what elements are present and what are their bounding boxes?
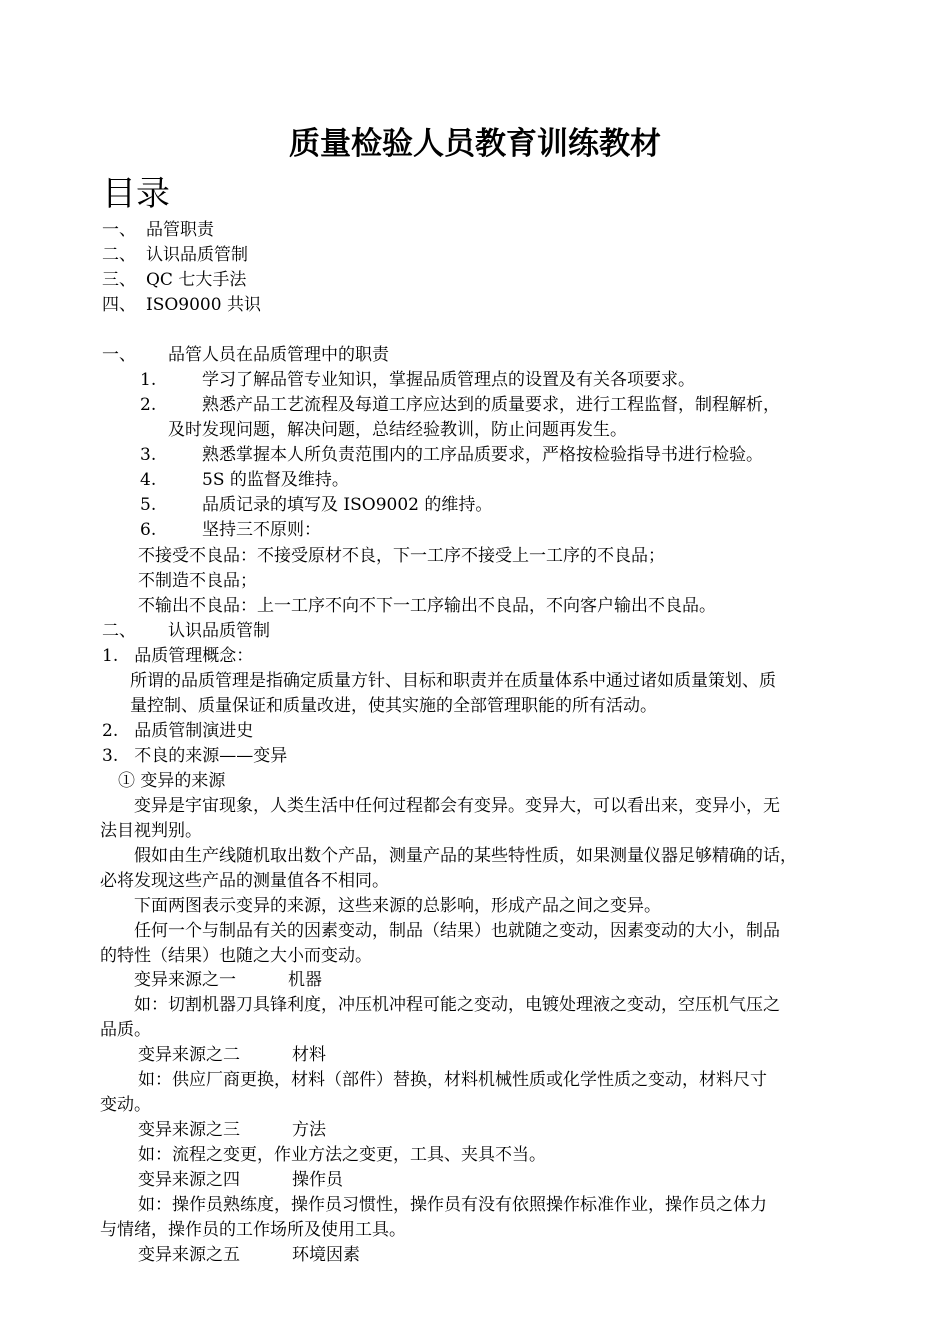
- subsection-title: 品质管制演进史: [134, 721, 254, 741]
- variation-source-label: 变异来源之二: [138, 1045, 240, 1065]
- list-item-number: 4.: [140, 470, 157, 490]
- paragraph-line: 所谓的品质管理是指确定质量方针、目标和职责并在质量体系中通过诸如质量策划、质: [130, 671, 776, 691]
- list-item-number: 6.: [140, 520, 157, 540]
- document-title: 质量检验人员教育训练教材: [289, 126, 661, 162]
- toc-item: [102, 218, 214, 242]
- toc-item-label: 认识品质管制: [146, 245, 248, 265]
- paragraph-line: 品质。: [100, 1020, 151, 1040]
- variation-source-name: 方法: [292, 1120, 326, 1140]
- section-title: 品管人员在品质管理中的职责: [168, 345, 389, 365]
- toc-item-number: 四、: [102, 295, 136, 315]
- list-item-text: 熟悉产品工艺流程及每道工序应达到的质量要求，进行工程监督，制程解析，: [202, 395, 780, 415]
- paragraph-line: 的特性（结果）也随之大小而变动。: [100, 946, 372, 966]
- paragraph-line: 与情绪，操作员的工作场所及使用工具。: [100, 1220, 406, 1240]
- toc-item-number: 二、: [102, 245, 136, 265]
- toc-item-number: 一、: [102, 220, 136, 240]
- list-item-text: 及时发现问题，解决问题，总结经验教训，防止问题再发生。: [168, 420, 627, 440]
- principle-line: 不制造不良品；: [138, 571, 257, 591]
- principle-line: 不接受不良品：不接受原材不良，下一工序不接受上一工序的不良品；: [138, 546, 665, 566]
- toc-item: [102, 293, 261, 317]
- toc-item: [102, 243, 248, 267]
- list-item-number: 3.: [140, 445, 157, 465]
- subsection-heading: [102, 719, 253, 743]
- toc-heading: 目录: [102, 174, 170, 214]
- section-heading: [102, 343, 389, 367]
- toc-item: [102, 268, 246, 292]
- subsection-number: 3.: [102, 746, 119, 766]
- variation-source-label: 变异来源之四: [138, 1170, 240, 1190]
- toc-item-label: 品管职责: [146, 220, 214, 240]
- variation-source-name: 操作员: [292, 1170, 343, 1190]
- list-item-text: 熟悉掌握本人所负责范围内的工序品质要求，严格按检验指导书进行检验。: [202, 445, 763, 465]
- list-item-text: 学习了解品管专业知识，掌握品质管理点的设置及有关各项要求。: [202, 370, 695, 390]
- variation-source-name: 材料: [292, 1045, 326, 1065]
- section-number: 二、: [102, 621, 136, 641]
- paragraph-line: 量控制、质量保证和质量改进，使其实施的全部管理职能的所有活动。: [130, 696, 657, 716]
- paragraph-line: 法目视判别。: [100, 821, 202, 841]
- circled-subheading: ① 变异的来源: [118, 771, 226, 791]
- list-item-text: 5S 的监督及维持。: [202, 470, 349, 490]
- list-item-number: 5.: [140, 495, 157, 515]
- toc-item-number: 三、: [102, 270, 136, 290]
- variation-source-name: 环境因素: [292, 1245, 360, 1265]
- list-item-number: 1.: [140, 370, 157, 390]
- toc-item-label: QC 七大手法: [146, 270, 247, 290]
- section-number: 一、: [102, 345, 136, 365]
- paragraph-line: 如：操作员熟练度，操作员习惯性，操作员有没有依照操作标准作业，操作员之体力: [138, 1195, 767, 1215]
- variation-source-label: 变异来源之五: [138, 1245, 240, 1265]
- variation-source-label: 变异来源之三: [138, 1120, 240, 1140]
- paragraph-line: 下面两图表示变异的来源，这些来源的总影响，形成产品之间之变异。: [134, 896, 661, 916]
- paragraph-line: 必将发现这些产品的测量值各不相同。: [100, 871, 389, 891]
- paragraph-line: 变异是宇宙现象，人类生活中任何过程都会有变异。变异大，可以看出来，变异小，无: [134, 796, 780, 816]
- paragraph-line: 如：供应厂商更换，材料（部件）替换，材料机械性质或化学性质之变动，材料尺寸: [138, 1070, 767, 1090]
- subsection-number: 1.: [102, 646, 119, 666]
- section-title: 认识品质管制: [168, 621, 270, 641]
- paragraph-line: 任何一个与制品有关的因素变动，制品（结果）也就随之变动，因素变动的大小，制品: [134, 921, 780, 941]
- subsection-title: 品质管理概念：: [134, 646, 254, 666]
- variation-source-name: 机器: [288, 970, 322, 990]
- subsection-title: 不良的来源——变异: [134, 746, 288, 766]
- principle-line: 不输出不良品：上一工序不向不下一工序输出不良品，不向客户输出不良品。: [138, 596, 716, 616]
- section-heading: [102, 619, 270, 643]
- paragraph-line: 如：流程之变更，作业方法之变更，工具、夹具不当。: [138, 1145, 546, 1165]
- subsection-heading: [102, 644, 253, 668]
- toc-item-label: ISO9000 共识: [146, 295, 261, 315]
- list-item-number: 2.: [140, 395, 157, 415]
- list-item-text: 品质记录的填写及 ISO9002 的维持。: [202, 495, 493, 515]
- subsection-number: 2.: [102, 721, 119, 741]
- paragraph-line: 变动。: [100, 1095, 151, 1115]
- variation-source-label: 变异来源之一: [134, 970, 236, 990]
- paragraph-line: 假如由生产线随机取出数个产品，测量产品的某些特性质，如果测量仪器足够精确的话，: [134, 846, 797, 866]
- paragraph-line: 如：切割机器刀具锋利度，冲压机冲程可能之变动，电镀处理液之变动，空压机气压之: [134, 995, 780, 1015]
- list-item-text: 坚持三不原则：: [202, 520, 321, 540]
- subsection-heading: [102, 744, 287, 768]
